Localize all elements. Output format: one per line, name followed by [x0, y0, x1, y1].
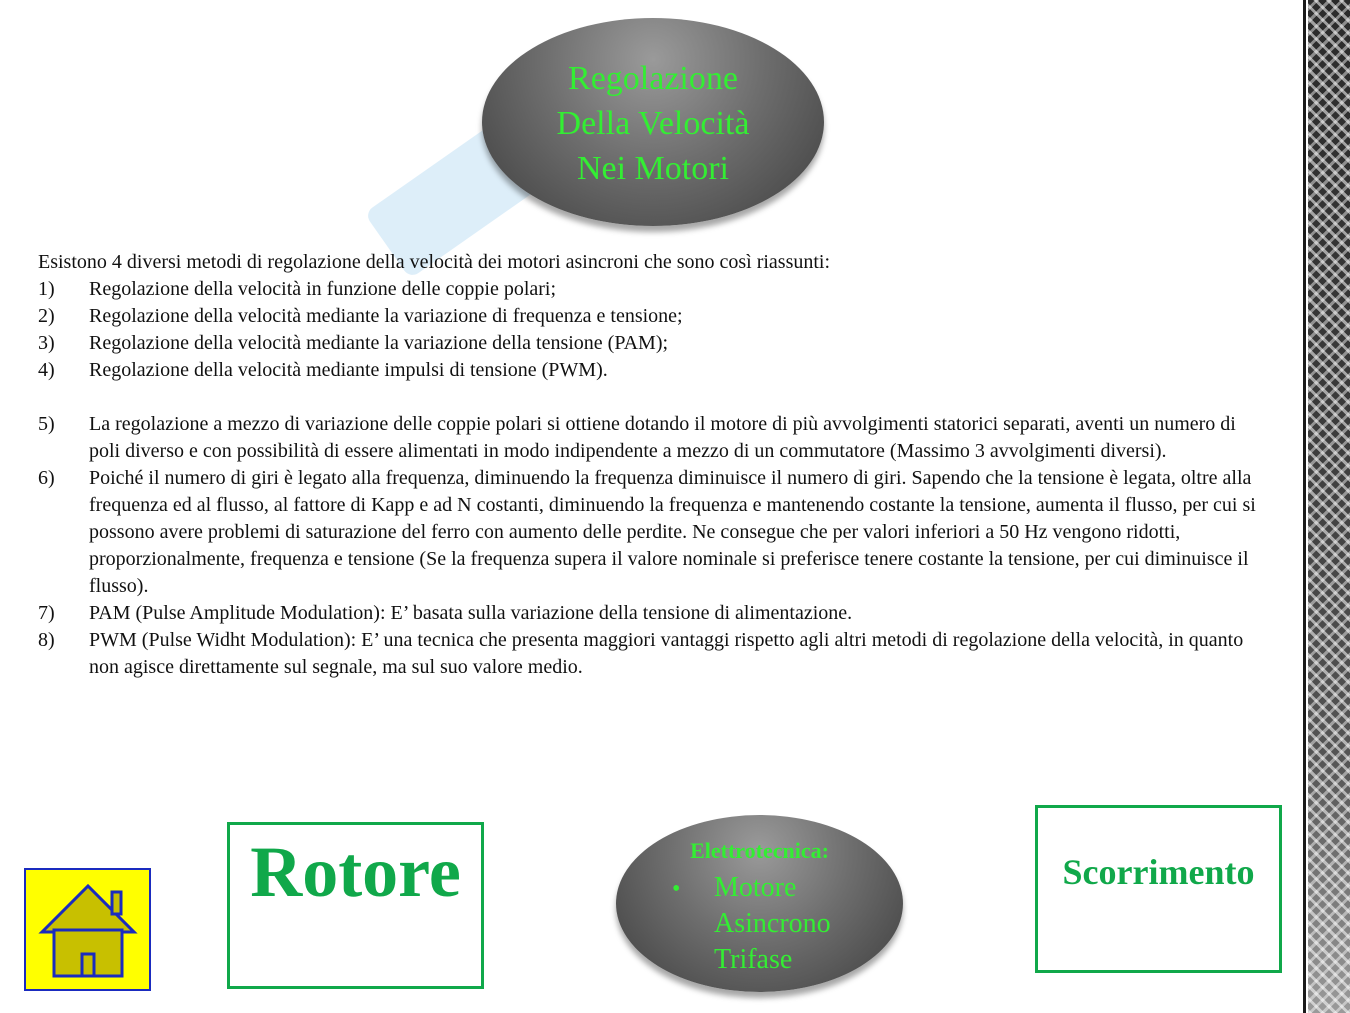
item-number: 3) — [38, 332, 55, 354]
list-item — [38, 276, 1268, 303]
scorrimento-label: Scorrimento — [1062, 852, 1255, 892]
spacer — [38, 384, 1268, 411]
item-text: PAM (Pulse Amplitude Modulation): E’ basata sulla variazione della tensione di alimentazione. — [89, 602, 853, 624]
item-number: 4) — [38, 359, 55, 381]
item-number: 8) — [38, 629, 55, 651]
list-item — [38, 627, 1268, 681]
house-icon — [26, 870, 149, 989]
topic-subject — [714, 870, 831, 978]
item-text: PWM (Pulse Widht Modulation): E’ una tecnica che presenta maggiori vantaggi rispetto agli altri metodi di regolazione della velocità, in quanto non agisce direttamente sul segnale, ma sul suo valore medio. — [89, 629, 1244, 678]
list-item — [38, 411, 1268, 465]
topic-line-3: Trifase — [714, 944, 793, 975]
item-text: Regolazione della velocità mediante la variazione di frequenza e tensione; — [89, 305, 683, 327]
side-divider-line — [1303, 0, 1306, 1013]
list-item — [38, 303, 1268, 330]
topic-ellipse-text — [616, 836, 903, 975]
item-number: 2) — [38, 305, 55, 327]
item-text: La regolazione a mezzo di variazione delle coppie polari si ottiene dotando il motore di più avvolgimenti statorici separati, aventi un numero di poli diverso e con possibilità di essere alimentati in modo indipendente a mezzo di un commutatore (Massimo 3 avvolgimenti diversi). — [89, 413, 1236, 462]
item-number: 6) — [38, 467, 55, 489]
item-text: Poiché il numero di giri è legato alla frequenza, diminuendo la frequenza diminuisce il numero di giri. Sapendo che la tensione è legata, oltre alla frequenza ed al flusso, al fattore di Kapp e ad N costanti, diminuendo la frequenza e mantenendo costante la tensione, aumenta il flusso, per cui si possono avere problemi di saturazione del ferro con aumento delle perdite. Ne consegue che per valori inferiori a 50 Hz vengono ridotti, proporzionalmente, frequenza e tensione (Se la frequenza supera il valore nominale si preferisce tenere costante la tensione, per cui diminuisce il flusso). — [89, 467, 1256, 597]
item-number: 7) — [38, 602, 55, 624]
home-button[interactable] — [24, 868, 151, 991]
decorative-side-strip — [1308, 0, 1350, 1013]
list-item — [38, 465, 1268, 600]
title-line-3: Nei Motori — [576, 150, 730, 187]
item-number: 1) — [38, 278, 55, 300]
rotore-link-box[interactable] — [227, 822, 484, 989]
rotore-label: Rotore — [250, 832, 461, 912]
title-line-2: Della Velocità — [556, 105, 750, 142]
item-text: Regolazione della velocità in funzione delle coppie polari; — [89, 278, 557, 300]
scorrimento-link-box[interactable] — [1035, 805, 1282, 973]
intro-text: Esistono 4 diversi metodi di regolazione della velocità dei motori asincroni che sono così riassunti: — [38, 251, 831, 273]
main-content — [38, 249, 1268, 681]
item-text: Regolazione della velocità mediante impulsi di tensione (PWM). — [89, 359, 608, 381]
bullet-icon: • — [672, 876, 681, 902]
item-text: Regolazione della velocità mediante la variazione della tensione (PAM); — [89, 332, 669, 354]
topic-heading: Elettrotecnica: — [690, 838, 829, 863]
list-item — [38, 330, 1268, 357]
list-item — [38, 357, 1268, 384]
title-line-1: Regolazione — [568, 60, 738, 97]
topic-line-2: Asincrono — [714, 908, 831, 939]
topic-line-1: Motore — [714, 872, 797, 903]
page-title — [482, 56, 824, 191]
list-item — [38, 600, 1268, 627]
item-number: 5) — [38, 413, 55, 435]
